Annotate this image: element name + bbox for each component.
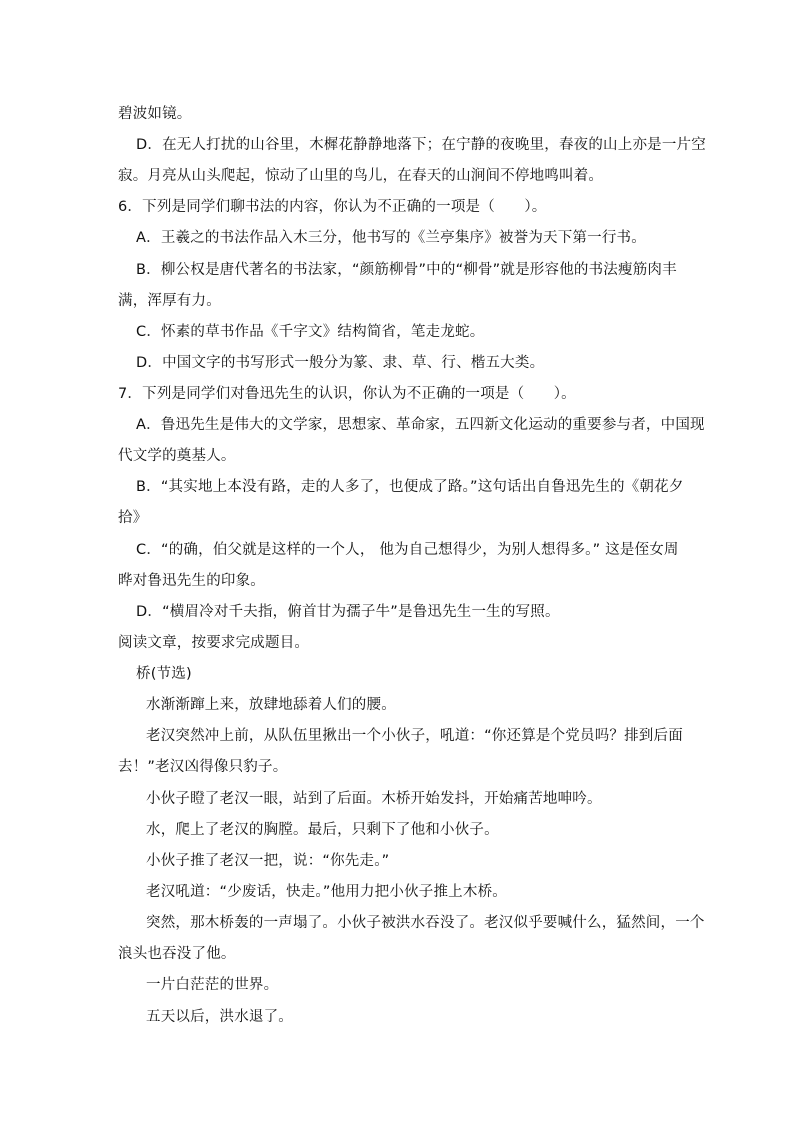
q7-option-a-cont: 代文学的奠基人。 <box>118 448 236 464</box>
q6-option-b: B．柳公权是唐代著名的书法家，“颜筋柳骨”中的“柳骨”就是形容他的书法瘦筋肉丰 <box>136 262 677 278</box>
q6-option-a: A．王羲之的书法作品入木三分，他书写的《兰亭集序》被誉为天下第一行书。 <box>136 230 646 246</box>
reading-paragraph-cont: 去！”老汉凶得像只豹子。 <box>118 759 288 775</box>
reading-paragraph: 老汉突然冲上前，从队伍里揪出一个小伙子，吼道：“你还算是个党员吗？排到后面 <box>146 728 683 744</box>
q5-option-d-cont: 寂。月亮从山头爬起，惊动了山里的鸟儿，在春天的山涧间不停地鸣叫着。 <box>118 168 604 184</box>
reading-instruction: 阅读文章，按要求完成题目。 <box>118 635 310 651</box>
reading-paragraph: 突然，那木桥轰的一声塌了。小伙子被洪水吞没了。老汉似乎要喊什么，猛然间，一个 <box>146 915 705 931</box>
reading-paragraph: 小伙子推了老汉一把，说：“你先走。” <box>146 853 390 869</box>
q7-stem: 7．下列是同学们对鲁迅先生的认识，你认为不正确的一项是（ ）。 <box>118 386 576 402</box>
reading-paragraph: 一片白茫茫的世界。 <box>146 977 279 993</box>
reading-paragraph: 水渐渐蹿上来，放肆地舔着人们的腰。 <box>146 697 396 713</box>
q7-option-b-cont: 拾》 <box>118 510 148 526</box>
q6-option-d: D．中国文字的书写形式一般分为篆、隶、草、行、楷五大类。 <box>136 355 545 371</box>
q6-option-b-cont: 满，浑厚有力。 <box>118 293 221 309</box>
reading-paragraph: 老汉吼道：“少废话，快走。”他用力把小伙子推上木桥。 <box>146 884 507 900</box>
q7-option-d: D．“横眉冷对千夫指，俯首甘为孺子牛”是鲁迅先生一生的写照。 <box>136 604 560 620</box>
reading-paragraph: 五天以后，洪水退了。 <box>146 1009 293 1025</box>
q6-option-c: C．怀素的草书作品《千字文》结构简省，笔走龙蛇。 <box>136 324 485 340</box>
q7-option-b: B．“其实地上本没有路，走的人多了，也便成了路。”这句话出自鲁迅先生的《朝花夕 <box>136 479 684 495</box>
reading-title: 桥(节选) <box>136 666 192 682</box>
q5-tail-text: 碧波如镜。 <box>118 106 192 122</box>
q6-stem: 6．下列是同学们聊书法的内容，你认为不正确的一项是（ ）。 <box>118 199 547 215</box>
q5-option-d: D．在无人打扰的山谷里，木樨花静静地落下；在宁静的夜晚里，春夜的山上亦是一片空 <box>136 137 706 153</box>
q7-option-c: C．“的确，伯父就是这样的一个人， 他为自己想得少，为别人想得多。” 这是侄女周 <box>136 542 679 558</box>
reading-paragraph: 水，爬上了老汉的胸膛。最后，只剩下了他和小伙子。 <box>146 822 499 838</box>
q7-option-a: A．鲁迅先生是伟大的文学家，思想家、革命家，五四新文化运动的重要参与者，中国现 <box>136 417 705 433</box>
reading-paragraph-cont: 浪头也吞没了他。 <box>118 946 236 962</box>
reading-paragraph: 小伙子瞪了老汉一眼，站到了后面。木桥开始发抖，开始痛苦地呻吟。 <box>146 791 602 807</box>
q7-option-c-cont: 晔对鲁迅先生的印象。 <box>118 573 265 589</box>
